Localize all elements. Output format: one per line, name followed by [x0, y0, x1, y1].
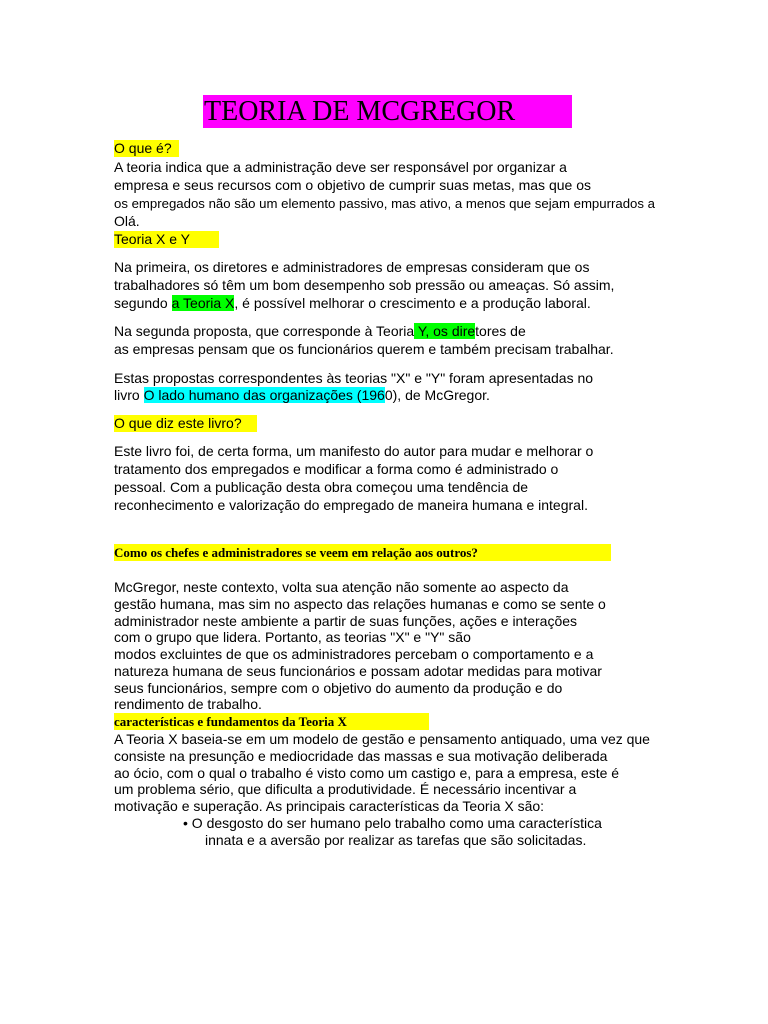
paragraph-line: seus funcionários, sempre com o objetivo do aumento da produção e do	[114, 680, 563, 696]
paragraph-line: rendimento de trabalho.	[114, 696, 262, 712]
paragraph-line: administrador neste ambiente a partir de suas funções, ações e interações	[114, 613, 578, 629]
paragraph-line: Na segunda proposta, que corresponde à Teoria Y, os diretores de	[114, 323, 526, 339]
heading-chefes: Como os chefes e administradores se veem em relação aos outros?	[114, 544, 611, 561]
heading-what-is: O que é?	[114, 140, 179, 157]
heading-what-book-says: O que diz este livro?	[114, 415, 257, 432]
paragraph-line: Este livro foi, de certa forma, um manifesto do autor para mudar e melhorar o	[114, 443, 594, 459]
paragraph-line: Olá.	[114, 213, 140, 229]
paragraph-line: com o grupo que lidera. Portanto, as teorias "X" e "Y" são	[114, 629, 471, 645]
heading-caracteristicas: características e fundamentos da Teoria X	[114, 713, 429, 730]
highlight-cyan: O lado humano das organizações (196	[143, 387, 385, 403]
paragraph-line: A Teoria X baseia-se em um modelo de gestão e pensamento antiquado, uma vez que	[114, 731, 650, 747]
paragraph-line: reconhecimento e valorização do empregado de maneira humana e integral.	[114, 497, 588, 513]
paragraph-line: segundo a Teoria X, é possível melhorar o crescimento e a produção laboral.	[114, 295, 591, 311]
paragraph-line: ao ócio, com o qual o trabalho é visto como um castigo e, para a empresa, este é	[114, 765, 620, 781]
highlight-green: a Teoria X	[171, 295, 235, 311]
bullet-item: • O desgosto do ser humano pelo trabalho como uma característica	[183, 815, 602, 831]
highlight-green: Y, os dire	[414, 323, 476, 339]
paragraph-line: livro O lado humano das organizações (1960), de McGregor.	[114, 387, 490, 403]
paragraph-line: tratamento dos empregados e modificar a forma como é administrado o	[114, 461, 559, 477]
page-title: TEORIA DE MCGREGOR	[203, 95, 572, 128]
heading-theory-xy: Teoria X e Y	[114, 231, 219, 248]
paragraph-line: McGregor, neste contexto, volta sua atenção não somente ao aspecto da	[114, 579, 569, 595]
paragraph-line: Estas propostas correspondentes às teorias "X" e "Y" foram apresentadas no	[114, 370, 594, 386]
paragraph-line: motivação e superação. As principais características da Teoria X são:	[114, 798, 545, 814]
paragraph-line: consiste na presunção e mediocridade das massas e sua motivação deliberada	[114, 748, 608, 764]
paragraph-line: A teoria indica que a administração deve ser responsável por organizar a	[114, 159, 567, 175]
bullet-item-continuation: innata e a aversão por realizar as tarefas que são solicitadas.	[205, 832, 587, 848]
paragraph-line: empresa e seus recursos com o objetivo de cumprir suas metas, mas que os	[114, 177, 591, 193]
paragraph-line: Na primeira, os diretores e administradores de empresas consideram que os	[114, 259, 590, 275]
paragraph-line: gestão humana, mas sim no aspecto das relações humanas e como se sente o	[114, 596, 606, 612]
paragraph-line: os empregados não são um elemento passivo, mas ativo, a menos que sejam empurrados a	[114, 196, 655, 211]
paragraph-line: natureza humana de seus funcionários e possam adotar medidas para motivar	[114, 663, 602, 679]
paragraph-line: um problema sério, que dificulta a produtividade. É necessário incentivar a	[114, 781, 577, 797]
bullet-marker: •	[183, 815, 188, 831]
paragraph-line: modos excluintes de que os administradores percebam o comportamento e a	[114, 646, 594, 662]
paragraph-line: as empresas pensam que os funcionários querem e também precisam trabalhar.	[114, 341, 614, 357]
paragraph-line: pessoal. Com a publicação desta obra começou uma tendência de	[114, 479, 529, 495]
paragraph-line: trabalhadores só têm um bom desempenho sob pressão ou ameaças. Só assim,	[114, 277, 615, 293]
